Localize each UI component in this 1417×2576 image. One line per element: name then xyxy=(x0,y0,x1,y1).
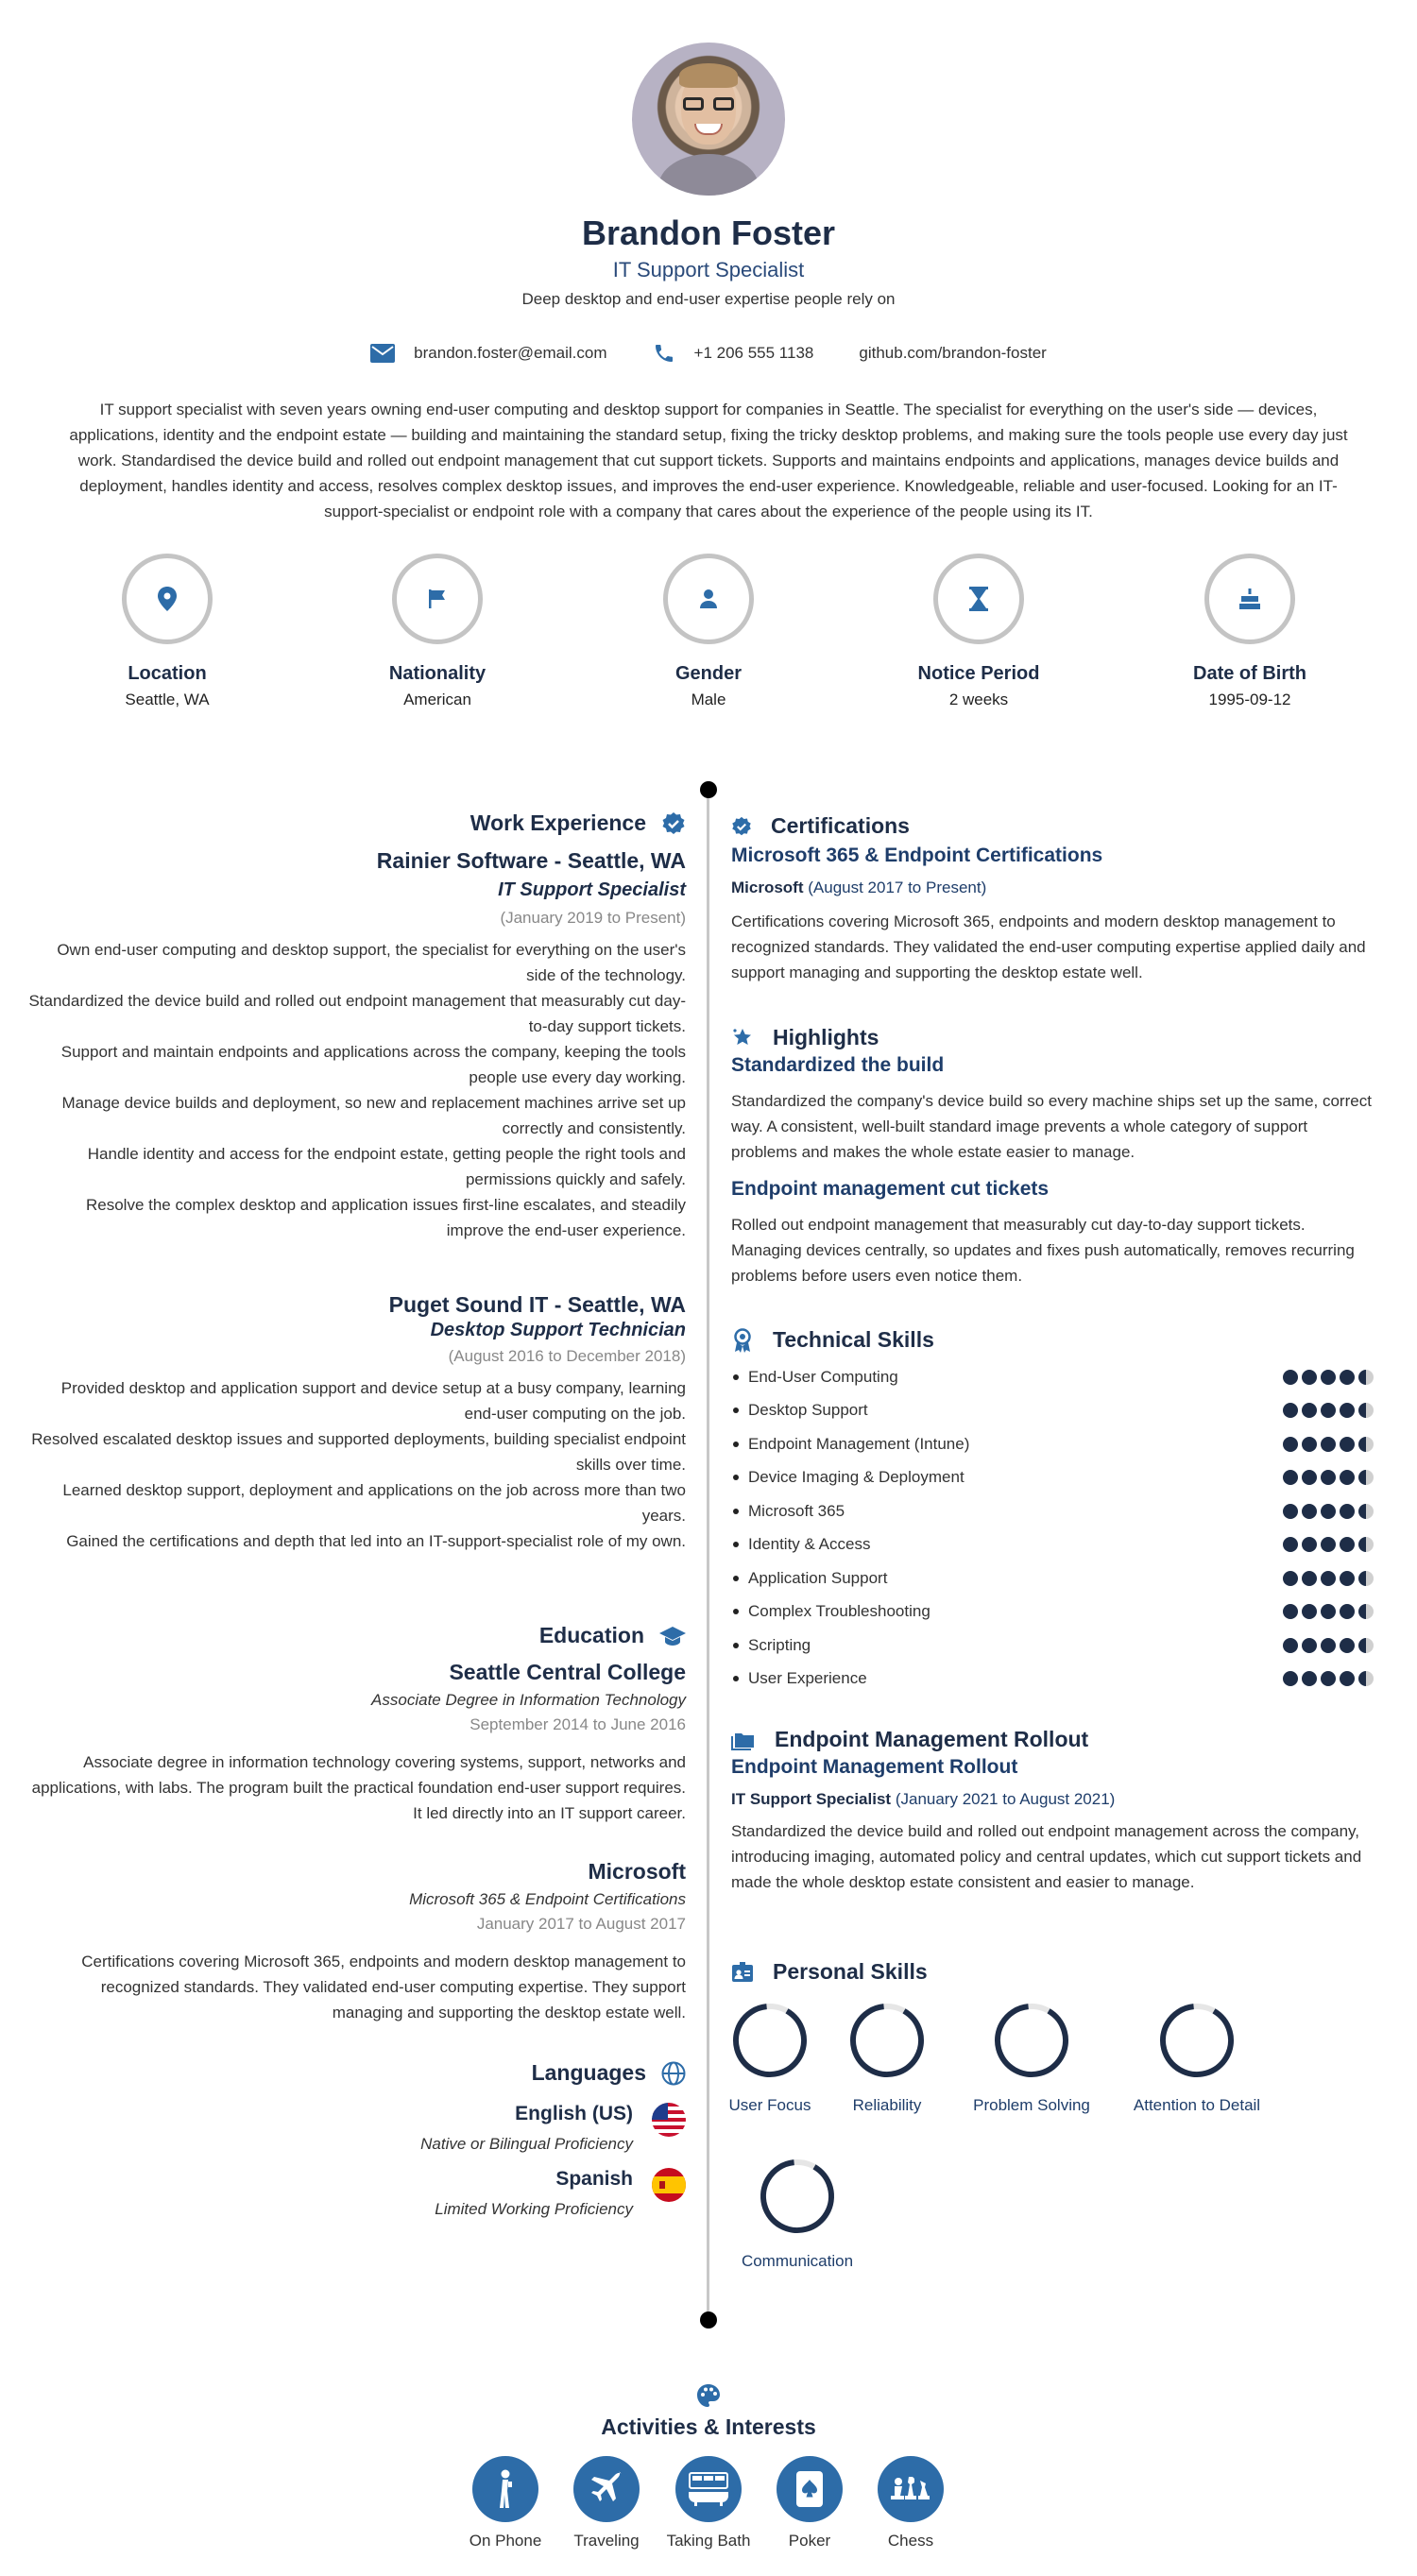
skill-gauge xyxy=(758,2157,837,2236)
skill-rating xyxy=(1279,1370,1374,1385)
fact-nationality: Nationality American xyxy=(324,554,551,709)
award-ribbon-icon xyxy=(731,1328,754,1353)
rating-dot xyxy=(1340,1638,1355,1653)
rating-dot xyxy=(1358,1470,1374,1485)
contact-github[interactable] xyxy=(859,344,1046,363)
poker-card-icon xyxy=(795,2470,824,2508)
skill-gauge xyxy=(730,2001,810,2080)
job-bullets xyxy=(28,1375,686,1554)
technical-skills-list xyxy=(731,1360,1374,1696)
rating-dot xyxy=(1283,1403,1298,1418)
map-pin-icon xyxy=(157,587,178,611)
skill-rating xyxy=(1279,1403,1374,1418)
education-item-microsoft: Microsoft Microsoft 365 & Endpoint Certifications January 2017 to August 2017 Certifications covering Microsoft 365, endpoints and modern desktop management to recognized standards. They validated end-user computing expertise. They support managing and supporting the desktop estate well. xyxy=(81,1859,686,2022)
technical-skill-name: Application Support xyxy=(748,1568,888,1587)
technical-skill-row xyxy=(731,1528,1374,1562)
us-flag-icon xyxy=(652,2103,686,2137)
job-org: Puget Sound IT - Seattle, WA xyxy=(388,1292,686,1317)
rating-dot xyxy=(1321,1604,1336,1619)
rating-dot xyxy=(1302,1638,1317,1653)
certification-issuer: Microsoft (August 2017 to Present) xyxy=(731,879,987,896)
globe-icon xyxy=(661,2061,686,2086)
technical-skill-name: Scripting xyxy=(748,1635,811,1654)
contact-email[interactable] xyxy=(370,344,606,363)
technical-skill-name: Microsoft 365 xyxy=(748,1501,845,1520)
rating-dot xyxy=(1358,1638,1374,1653)
highlight-description: Rolled out endpoint management that measurably cut day-to-day support tickets. Managing devices centrally, so updates and fixes push automatically, removes recurring problems before users even notice them. xyxy=(731,1216,1355,1285)
job-bullet: Manage device builds and deployment, so new and replacement machines arrive set up correctly and consistently. xyxy=(61,1094,686,1137)
rating-dot xyxy=(1358,1504,1374,1519)
rating-dot xyxy=(1340,1403,1355,1418)
bath-icon xyxy=(687,2471,730,2507)
job-period: (January 2019 to Present) xyxy=(500,909,686,927)
fact-date-of-birth: Date of Birth 1995-09-12 xyxy=(1136,554,1363,709)
bullet-dot xyxy=(733,1643,739,1648)
person-icon xyxy=(698,589,719,609)
github-text: github.com/brandon-foster xyxy=(859,344,1047,362)
project-section xyxy=(731,1727,1374,1895)
bullet-dot xyxy=(733,1676,739,1681)
profile-summary: IT support specialist with seven years owning end-user computing and desktop support for companies in Seattle. The specialist for everything on the user's side — devices, applications, identity and the endpoint estate — building and maintaining the standard setup, fixing the tricky desktop problems, and making sure the tools people use every day just work. Standardised the device build and rolled out endpoint management that cut support tickets. Supports and maintains endpoints and applications, manages device builds and deployment, handles identity and access, resolves complex desktop issues, and improves the end-user experience. Knowledgeable, reliable and user-focused. Looking for an IT-support-specialist or endpoint role with a company that cares about the experience of the people using its IT. xyxy=(69,401,1348,520)
rating-dot xyxy=(1283,1604,1298,1619)
job-role: Desktop Support Technician xyxy=(430,1320,686,1340)
skill-gauge xyxy=(1157,2001,1237,2080)
personal-skills-section xyxy=(731,1959,1374,1985)
rating-dot xyxy=(1358,1671,1374,1686)
job-role: IT Support Specialist xyxy=(498,879,686,900)
rating-dot xyxy=(1358,1571,1374,1586)
skill-rating xyxy=(1279,1504,1374,1519)
personal-skill xyxy=(731,2157,863,2271)
certifications-section xyxy=(731,813,1374,985)
rating-dot xyxy=(1283,1571,1298,1586)
job-puget-sound xyxy=(28,1292,686,1554)
phone-icon xyxy=(653,342,675,365)
personal-skills-heading: Personal Skills xyxy=(731,1959,1374,1985)
timeline-dot-bottom xyxy=(700,2312,717,2329)
technical-skill-name: User Experience xyxy=(748,1669,867,1688)
job-org: Rainier Software - Seattle, WA xyxy=(376,848,686,873)
rating-dot xyxy=(1340,1571,1355,1586)
technical-skill-name: Identity & Access xyxy=(748,1535,871,1554)
interest-poker: Poker xyxy=(767,2456,852,2550)
technical-skill-row xyxy=(731,1629,1374,1663)
job-bullet: Support and maintain endpoints and applications across the company, keeping the tools people use every day working. xyxy=(60,1043,686,1086)
fact-gender: Gender Male xyxy=(595,554,822,709)
rating-dot xyxy=(1340,1604,1355,1619)
interest-on-phone: On Phone xyxy=(463,2456,548,2550)
technical-skill-row xyxy=(731,1360,1374,1394)
job-period: (August 2016 to December 2018) xyxy=(448,1347,686,1365)
rating-dot xyxy=(1340,1370,1355,1385)
job-rainier xyxy=(28,848,686,1243)
education-heading: Education xyxy=(28,1623,686,1648)
language-spanish: Spanish Limited Working Proficiency xyxy=(28,2168,686,2219)
spain-flag-icon xyxy=(652,2168,686,2202)
interest-taking-bath: Taking Bath xyxy=(666,2456,751,2550)
rating-dot xyxy=(1302,1671,1317,1686)
job-bullet: Learned desktop support, deployment and applications on the job across more than two years. xyxy=(62,1481,686,1525)
rating-dot xyxy=(1340,1437,1355,1452)
highlight-title: Endpoint management cut tickets xyxy=(731,1178,1050,1200)
technical-skills-heading: Technical Skills xyxy=(731,1327,1374,1353)
candidate-title: IT Support Specialist xyxy=(612,258,805,281)
rating-dot xyxy=(1321,1571,1336,1586)
rating-dot xyxy=(1302,1437,1317,1452)
rating-dot xyxy=(1283,1537,1298,1552)
rating-dot xyxy=(1302,1504,1317,1519)
rating-dot xyxy=(1283,1638,1298,1653)
timeline-dot-top xyxy=(700,781,717,798)
rating-dot xyxy=(1302,1537,1317,1552)
star-medal-icon xyxy=(731,1027,754,1049)
work-experience-heading: Work Experience xyxy=(28,810,686,836)
rating-dot xyxy=(1358,1437,1374,1452)
rating-dot xyxy=(1283,1671,1298,1686)
highlight-description: Standardized the company's device build so every machine ships set up the same, correct way. A consistent, well-built standard image prevents a whole category of support problems and makes the whole estate easier to manage. xyxy=(731,1092,1372,1161)
technical-skill-name: Device Imaging & Deployment xyxy=(748,1468,965,1487)
personal-skill-name: Reliability xyxy=(852,2096,922,2114)
certification-description: Certifications covering Microsoft 365, endpoints and modern desktop management to recognized standards. They validated the end-user computing expertise applied daily and support managing and supporting the desktop estate well. xyxy=(731,913,1366,981)
job-bullet: Resolved escalated desktop issues and supported deployments, building specialist endpoint skills over time. xyxy=(31,1430,686,1474)
job-bullet: Own end-user computing and desktop support, the specialist for everything on the user's side of the technology. xyxy=(57,941,686,984)
technical-skill-name: End-User Computing xyxy=(748,1367,898,1386)
rating-dot xyxy=(1358,1537,1374,1552)
skill-rating xyxy=(1279,1604,1374,1619)
project-heading: Endpoint Management Rollout xyxy=(731,1727,1374,1752)
rating-dot xyxy=(1302,1604,1317,1619)
rating-dot xyxy=(1302,1571,1317,1586)
rating-dot xyxy=(1321,1470,1336,1485)
candidate-name: Brandon Foster xyxy=(581,213,835,252)
bullet-dot xyxy=(733,1475,739,1480)
skill-rating xyxy=(1279,1537,1374,1552)
rating-dot xyxy=(1321,1537,1336,1552)
rating-dot xyxy=(1358,1370,1374,1385)
timeline-line xyxy=(707,790,709,2322)
interest-chess: Chess xyxy=(868,2456,953,2550)
project-description: Standardized the device build and rolled out endpoint management across the company, introducing imaging, automated policy and central updates, which cut support tickets and made the whole desktop estate consistent and easier to manage. xyxy=(731,1822,1362,1891)
highlights-section xyxy=(731,1025,1374,1288)
folders-icon xyxy=(731,1730,756,1750)
project-title: Endpoint Management Rollout xyxy=(731,1756,1018,1778)
airplane-icon xyxy=(588,2470,625,2508)
work-experience-section xyxy=(28,810,686,836)
rating-dot xyxy=(1321,1504,1336,1519)
envelope-icon xyxy=(370,344,395,363)
graduation-cap-icon xyxy=(659,1626,686,1646)
personal-skill xyxy=(1126,2001,1268,2115)
skill-rating xyxy=(1279,1571,1374,1586)
candidate-tagline: Deep desktop and end-user expertise people rely on xyxy=(521,290,896,308)
bullet-dot xyxy=(733,1509,739,1514)
skill-rating xyxy=(1279,1470,1374,1485)
rating-dot xyxy=(1321,1437,1336,1452)
email-text: brandon.foster@email.com xyxy=(414,344,607,362)
bullet-dot xyxy=(733,1442,739,1447)
highlights-heading: Highlights xyxy=(731,1025,1374,1050)
skill-rating xyxy=(1279,1671,1374,1686)
rating-dot xyxy=(1283,1370,1298,1385)
bullet-dot xyxy=(733,1374,739,1380)
education-item-college: Seattle Central College Associate Degree in Information Technology September 2014 to June 2016 Associate degree in information technology covering systems, support, networks and applications, with labs. The program built the practical foundation end-user support requires. It led directly into an IT support career. xyxy=(31,1660,686,1822)
id-badge-icon xyxy=(731,1961,754,1984)
bullet-dot xyxy=(733,1542,739,1547)
technical-skill-row xyxy=(731,1494,1374,1528)
rating-dot xyxy=(1340,1470,1355,1485)
job-bullet: Gained the certifications and depth that led into an IT-support-specialist role of my own. xyxy=(66,1532,686,1550)
fact-location: Location Seattle, WA xyxy=(54,554,281,709)
rating-dot xyxy=(1321,1370,1336,1385)
job-bullet: Resolve the complex desktop and application issues first-line escalates, and steadily improve the end-user experience. xyxy=(85,1196,686,1239)
skill-gauge xyxy=(992,2001,1071,2080)
skill-rating xyxy=(1279,1437,1374,1452)
rating-dot xyxy=(1340,1504,1355,1519)
technical-skill-row xyxy=(731,1595,1374,1629)
skill-gauge xyxy=(847,2001,927,2080)
flag-icon xyxy=(427,588,448,610)
interest-traveling: Traveling xyxy=(564,2456,649,2550)
rating-dot xyxy=(1340,1537,1355,1552)
job-bullet: Provided desktop and application support and device setup at a busy company, learning end-user computing on the job. xyxy=(60,1379,686,1423)
technical-skill-name: Complex Troubleshooting xyxy=(748,1602,930,1621)
chess-icon xyxy=(890,2473,931,2505)
rating-dot xyxy=(1283,1504,1298,1519)
personal-skill xyxy=(965,2001,1098,2115)
verified-badge-icon xyxy=(661,811,686,836)
rating-dot xyxy=(1283,1437,1298,1452)
technical-skill-row xyxy=(731,1663,1374,1697)
rating-dot xyxy=(1321,1671,1336,1686)
palette-icon xyxy=(696,2383,721,2408)
phone-text: +1 206 555 1138 xyxy=(693,344,814,362)
rating-dot xyxy=(1283,1470,1298,1485)
cake-icon xyxy=(1238,588,1261,610)
rating-dot xyxy=(1358,1403,1374,1418)
personal-skill-name: Communication xyxy=(741,2252,854,2270)
verified-badge-icon xyxy=(731,816,752,837)
interests-heading: Activities & Interests xyxy=(601,2414,816,2439)
personal-skill-name: Problem Solving xyxy=(973,2096,1090,2114)
skill-rating xyxy=(1279,1638,1374,1653)
contact-bar xyxy=(0,342,1417,365)
job-bullet: Handle identity and access for the endpoint estate, getting people the right tools and permissions quickly and safely. xyxy=(87,1145,686,1188)
personal-skill-name: User Focus xyxy=(728,2096,811,2114)
bullet-dot xyxy=(733,1407,739,1413)
hourglass-icon xyxy=(969,587,988,611)
avatar xyxy=(632,43,785,196)
technical-skill-name: Desktop Support xyxy=(748,1401,868,1420)
phone-person-icon xyxy=(491,2468,520,2510)
certifications-heading: Certifications xyxy=(731,813,1374,839)
technical-skill-name: Endpoint Management (Intune) xyxy=(748,1434,970,1453)
technical-skills-section xyxy=(731,1327,1374,1696)
rating-dot xyxy=(1321,1403,1336,1418)
language-english: English (US) Native or Bilingual Proficiency xyxy=(28,2103,686,2154)
contact-phone[interactable] xyxy=(653,342,814,365)
personal-skill xyxy=(845,2001,930,2115)
technical-skill-row xyxy=(731,1394,1374,1428)
project-role: IT Support Specialist (January 2021 to August 2021) xyxy=(731,1790,1116,1808)
bullet-dot xyxy=(733,1609,739,1614)
fact-notice-period: Notice Period 2 weeks xyxy=(865,554,1092,709)
technical-skill-row xyxy=(731,1461,1374,1495)
education-section xyxy=(28,1623,686,1648)
highlight-title: Standardized the build xyxy=(731,1054,945,1076)
personal-skill xyxy=(727,2001,812,2115)
rating-dot xyxy=(1321,1638,1336,1653)
job-bullet: Standardized the device build and rolled out endpoint management that measurably cut day-to-day support tickets. xyxy=(28,992,686,1035)
rating-dot xyxy=(1340,1671,1355,1686)
rating-dot xyxy=(1302,1370,1317,1385)
rating-dot xyxy=(1302,1403,1317,1418)
personal-skill-name: Attention to Detail xyxy=(1133,2096,1261,2114)
rating-dot xyxy=(1358,1604,1374,1619)
technical-skill-row xyxy=(731,1427,1374,1461)
technical-skill-row xyxy=(731,1561,1374,1595)
languages-heading: Languages xyxy=(28,2060,686,2086)
bullet-dot xyxy=(733,1576,739,1581)
job-bullets xyxy=(28,937,686,1243)
rating-dot xyxy=(1302,1470,1317,1485)
certification-title: Microsoft 365 & Endpoint Certifications xyxy=(731,844,1103,866)
languages-section xyxy=(28,2060,686,2086)
